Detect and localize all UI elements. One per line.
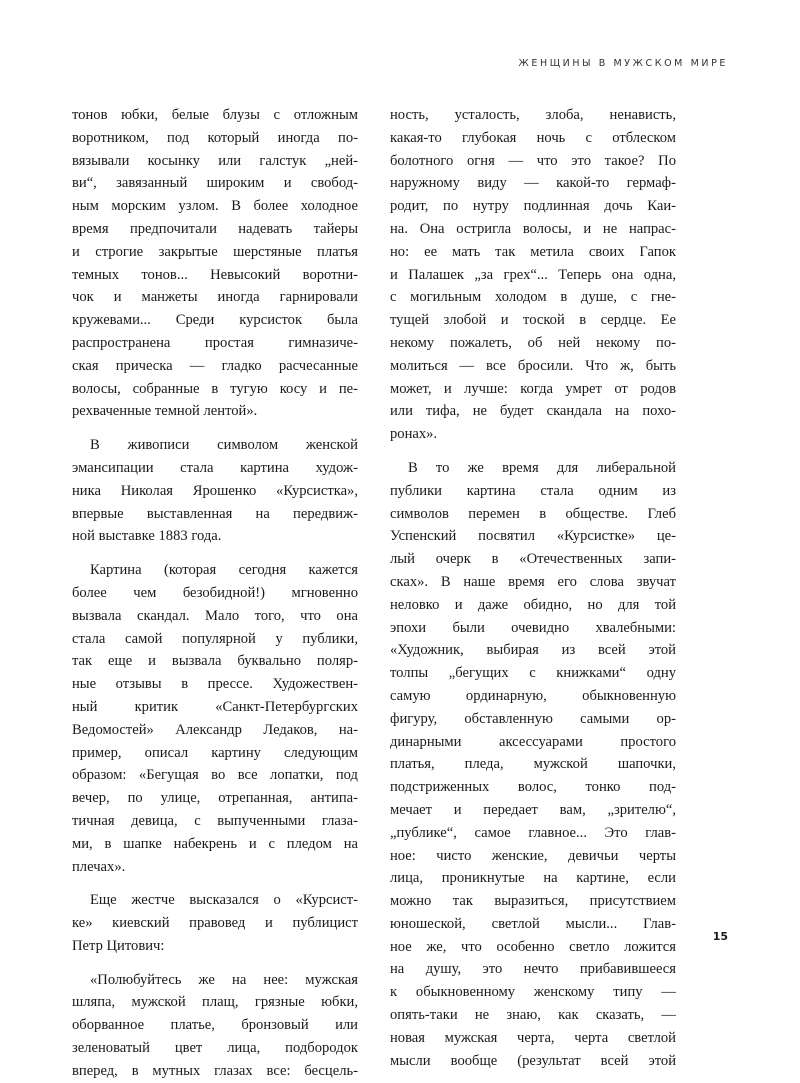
- text-line: болотного огня — что это такое? По: [390, 152, 676, 169]
- text-line: ный критик «Санкт-Петербургских: [72, 698, 358, 715]
- paragraph-gap: [72, 423, 358, 434]
- text-line: ной выставке 1883 года.: [72, 528, 222, 545]
- text-line: родит, по нутру подлинная дочь Каи-: [390, 198, 676, 215]
- text-line: ке» киевский правовед и публицист: [72, 915, 358, 932]
- paragraph-gap: [72, 958, 358, 969]
- text-line: ронах».: [390, 426, 438, 443]
- text-line: юношеской, светлой мысли... Глав-: [390, 915, 676, 932]
- text-line: и строгие закрытые шерстяные платья: [72, 243, 358, 260]
- text-line: распространена простая гимназиче-: [72, 334, 358, 351]
- text-line: зеленоватый цвет лица, подбородок: [72, 1040, 358, 1057]
- text-line: тичная девица, с выпученными глаза-: [72, 812, 358, 829]
- text-line: новая мужская черта, черта светлой: [390, 1029, 676, 1046]
- text-line: толпы „бегущих с книжками“ одну: [390, 665, 676, 682]
- paragraph: [72, 104, 358, 423]
- text-line: мечает и передает вам, „зрителю“,: [390, 801, 676, 818]
- text-line: платья, пледа, мужской шапочки,: [390, 756, 676, 773]
- paragraph-gap: [72, 548, 358, 559]
- text-line: но: ее мать так метила своих Гапок: [390, 243, 676, 260]
- text-line: на. Она остригла волосы, и не напрас-: [390, 220, 676, 237]
- paragraph: [390, 104, 676, 446]
- text-line: можно так выразиться, присутствием: [390, 893, 676, 910]
- left-column: [72, 104, 358, 1083]
- paragraph-gap: [390, 446, 676, 457]
- text-line: чок и манжеты иногда гарнировали: [72, 289, 358, 306]
- text-line: эмансипации стала картина худож-: [72, 459, 358, 476]
- text-line: с могильным холодом в душе, с гне-: [390, 289, 676, 306]
- text-line: ным морским узлом. В более холодное: [72, 198, 358, 215]
- text-line: ность, усталость, злоба, ненависть,: [390, 107, 676, 123]
- paragraph-gap: [72, 878, 358, 889]
- text-line: тущей злобой и тоской в сердце. Ее: [390, 312, 676, 329]
- text-line: на душу, это нечто прибавившееся: [390, 961, 676, 978]
- text-line: В то же время для либеральной: [408, 459, 676, 476]
- text-line: Картина (которая сегодня кажется: [90, 562, 358, 579]
- text-line: может, и лучше: когда умрет от родов: [390, 380, 676, 397]
- text-line: динарными аксессуарами простого: [390, 733, 676, 750]
- text-line: кружевами... Среди курсисток была: [72, 312, 358, 329]
- paragraph: [72, 559, 358, 878]
- text-line: ные отзывы в прессе. Художествен-: [72, 676, 358, 693]
- text-line: Ведомостей» Александр Ледаков, на-: [72, 721, 358, 738]
- text-line: стала самой популярной у публики,: [72, 630, 358, 647]
- text-line: подстриженных волос, тонко под-: [390, 779, 676, 796]
- text-line: мысли вообще (результат всей этой: [390, 1052, 676, 1069]
- paragraph: [72, 969, 358, 1083]
- text-line: пример, описал картину следующим: [72, 744, 358, 761]
- text-line: ное же, что особенно светло ложится: [390, 938, 676, 955]
- paragraph: [72, 434, 358, 548]
- text-line: вызвала скандал. Мало того, что она: [72, 607, 358, 624]
- text-line: ное: чисто женские, девичьи черты: [390, 847, 676, 864]
- text-line: так еще и вызвала буквально поляр-: [72, 653, 358, 670]
- text-line: какая-то глубокая ночь с отблеском: [390, 129, 676, 146]
- text-line: сках». В наше время его слова звучат: [390, 573, 676, 590]
- text-line: опять-таки не знаю, как сказать, —: [390, 1007, 676, 1024]
- text-line: к обыкновенному женскому типу —: [390, 984, 676, 1001]
- text-line: самую ординарную, обыкновенную: [390, 687, 676, 704]
- text-line: впервые выставленная на передвиж-: [72, 505, 358, 522]
- text-line: символов перемен в обществе. Глеб: [390, 505, 676, 522]
- text-line: оборванное платье, бронзовый или: [72, 1017, 358, 1034]
- text-line: вечер, по улице, отрепанная, антипа-: [72, 790, 358, 807]
- text-line: ника Николая Ярошенко «Курсистка»,: [72, 482, 358, 499]
- text-line: наружному виду — какой-то гермаф-: [390, 175, 676, 192]
- running-header: ЖЕНЩИНЫ В МУЖСКОМ МИРЕ: [518, 58, 728, 69]
- text-line: фигуру, обставленную самыми ор-: [390, 710, 676, 727]
- text-line: В живописи символом женской: [90, 437, 358, 454]
- text-line: «Художник, выбирая из всей этой: [390, 642, 676, 659]
- text-line: темных тонов... Невысокий воротни-: [72, 266, 358, 283]
- text-line: Еще жестче высказался о «Курсист-: [90, 892, 358, 909]
- text-line: рехваченные темной лентой».: [72, 403, 258, 420]
- text-line: лый очерк в «Отечественных запи-: [390, 551, 676, 568]
- text-line: и Палашек „за грех“... Теперь она одна,: [390, 266, 676, 283]
- text-line: некому пожалеть, об ней некому по-: [390, 334, 676, 351]
- text-line: «Полюбуйтесь же на нее: мужская: [90, 971, 358, 988]
- text-line: Успенский посвятил «Курсистке» це-: [390, 528, 676, 545]
- page-number: 15: [712, 930, 728, 943]
- text-line: тонов юбки, белые блузы с отложным: [72, 107, 358, 123]
- text-line: публики картина стала одним из: [390, 482, 676, 499]
- text-line: шляпа, мужской плащ, грязные юбки,: [72, 994, 358, 1011]
- text-line: более чем безобидной!) мгновенно: [72, 584, 358, 601]
- text-line: время предпочитали надевать тайеры: [72, 220, 358, 237]
- text-line: воротником, под который иногда по-: [72, 129, 358, 146]
- right-column: [390, 104, 676, 1072]
- text-line: образом: «Бегущая во все лопатки, под: [72, 767, 358, 784]
- text-line: или тифа, не будет скандала на похо-: [390, 403, 676, 420]
- text-line: вязывали косынку или галстук „ней-: [72, 152, 358, 169]
- text-line: молиться — все бросили. Что ж, быть: [390, 357, 676, 374]
- text-line: ми, в шапке набекрень и с пледом на: [72, 835, 358, 852]
- text-line: „публике“, самое главное... Это глав-: [390, 824, 676, 841]
- text-line: ская прическа — гладко расчесанные: [72, 357, 358, 374]
- text-line: неловко и даже обидно, но для той: [390, 596, 676, 613]
- text-line: ви“, завязанный широким и свобод-: [72, 175, 358, 192]
- paragraph: [390, 457, 676, 1073]
- text-line: эпохи были очевидно хвалебными:: [390, 619, 676, 636]
- text-line: волосы, собранные в тугую косу и пе-: [72, 380, 358, 397]
- text-line: лица, проникнутые на картине, если: [390, 870, 676, 887]
- paragraph: [72, 889, 358, 957]
- text-line: Петр Цитович:: [72, 937, 165, 954]
- text-line: вперед, в мутных глазах все: бесцель-: [72, 1062, 358, 1079]
- text-line: плечах».: [72, 858, 126, 875]
